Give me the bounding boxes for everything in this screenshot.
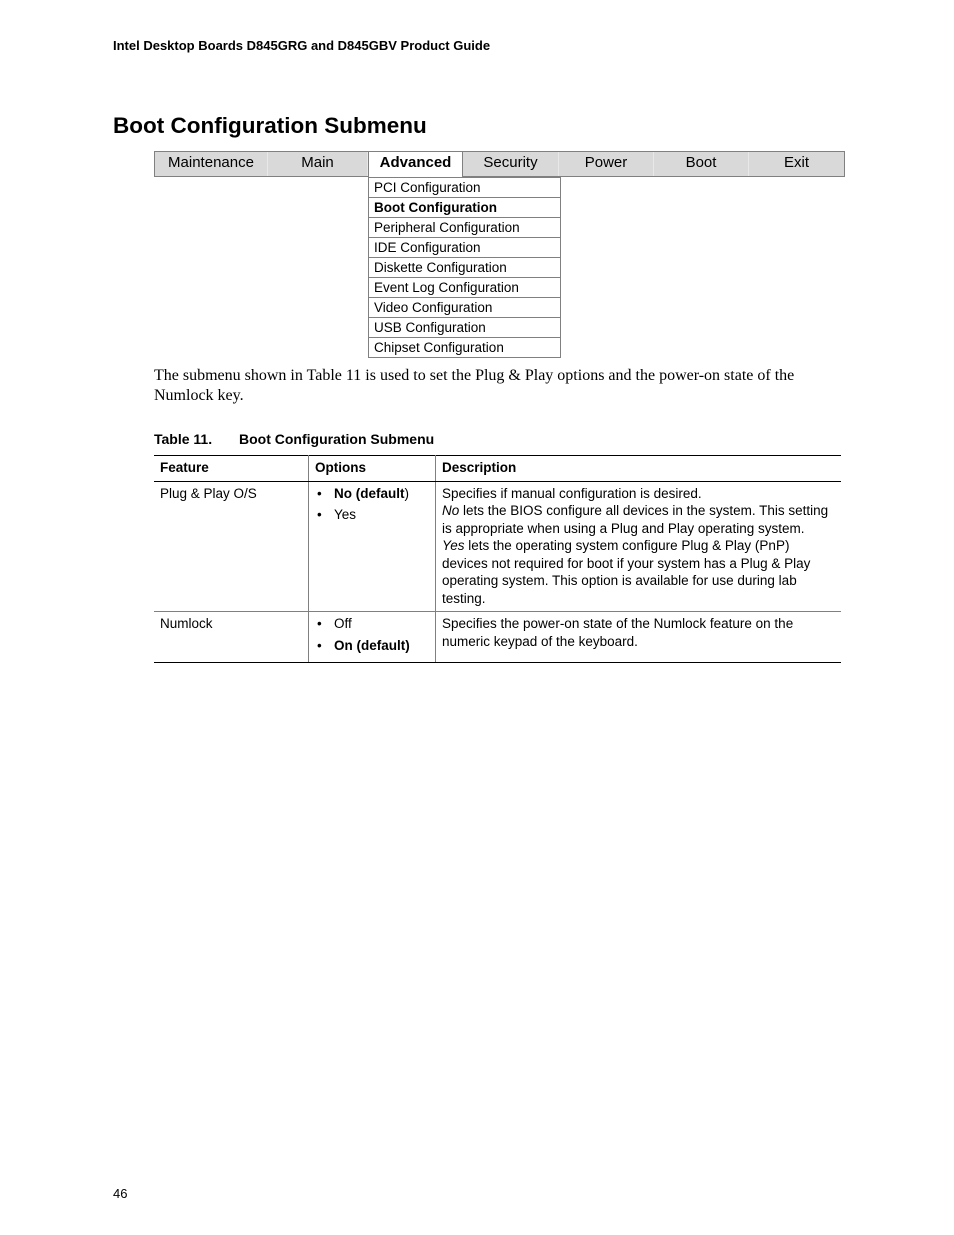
menu-item-security[interactable]: Security [463,152,559,176]
description-line: Specifies the power-on state of the Numlock feature on the numeric keypad of the keyboard. [442,616,794,649]
header-description: Description [436,456,842,482]
table-row [154,481,841,612]
page-number: 46 [113,1186,128,1201]
bullet-icon: • [317,616,322,631]
submenu-item-pci[interactable]: PCI Configuration [369,178,561,198]
advanced-submenu [368,177,561,358]
submenu-item-diskette[interactable]: Diskette Configuration [369,258,561,278]
description-emphasis: Yes [442,538,465,553]
table-caption-title: Boot Configuration Submenu [239,431,435,447]
submenu-item-usb[interactable]: USB Configuration [369,318,561,338]
feature-cell: Numlock [154,612,309,663]
submenu-item-boot-configuration[interactable]: Boot Configuration [369,198,561,218]
menu-item-boot[interactable]: Boot [654,152,749,176]
submenu-item-chipset[interactable]: Chipset Configuration [369,338,561,358]
description-line: Specifies if manual configuration is desired. [442,485,702,501]
description-text: lets the operating system configure Plug & Play (PnP) devices not required for boot if your system has a Plug & Play operating system. This option is available for use during lab testing. [442,538,811,606]
submenu-item-peripheral[interactable]: Peripheral Configuration [369,218,561,238]
option-item [315,615,429,633]
submenu-item-event-log[interactable]: Event Log Configuration [369,278,561,298]
option-item [315,637,429,655]
description-line [442,537,835,607]
option-item [315,485,429,503]
option-label: Yes [334,507,357,522]
bullet-icon: • [317,637,322,653]
feature-cell: Plug & Play O/S [154,481,309,612]
options-cell [309,481,436,612]
table-row [154,612,841,663]
options-cell [309,612,436,663]
table-header-row [154,456,841,482]
submenu-item-video[interactable]: Video Configuration [369,298,561,318]
option-label: Off [334,616,352,631]
header-options: Options [309,456,436,482]
description-emphasis: No [442,503,460,518]
intro-paragraph: The submenu shown in Table 11 is used to set the Plug & Play options and the power-on state of the Numlock key. [154,367,795,404]
option-item [315,506,429,524]
section-title: Boot Configuration Submenu [113,113,427,138]
menu-item-power[interactable]: Power [559,152,654,176]
menu-item-advanced[interactable]: Advanced [368,152,463,177]
running-header: Intel Desktop Boards D845GRG and D845GBV Product Guide [113,38,491,53]
submenu-item-ide[interactable]: IDE Configuration [369,238,561,258]
description-line [442,502,835,537]
boot-configuration-table [154,455,841,663]
description-text: lets the BIOS configure all devices in the system. This setting is appropriate when using a Plug and Play operating system. [442,503,829,536]
bios-menu-bar [154,151,845,177]
menu-item-maintenance[interactable]: Maintenance [155,152,268,176]
table-caption [154,431,434,447]
option-label: On (default) [334,637,410,653]
menu-item-exit[interactable]: Exit [783,154,809,171]
option-suffix: ) [404,485,409,501]
option-label: No (default [334,485,405,501]
description-cell [436,612,842,663]
header-feature: Feature [154,456,309,482]
menu-item-main[interactable]: Main [268,152,368,176]
table-caption-number: Table 11. [154,431,213,447]
description-cell [436,481,842,612]
bullet-icon: • [317,507,322,522]
bullet-icon: • [317,485,322,501]
